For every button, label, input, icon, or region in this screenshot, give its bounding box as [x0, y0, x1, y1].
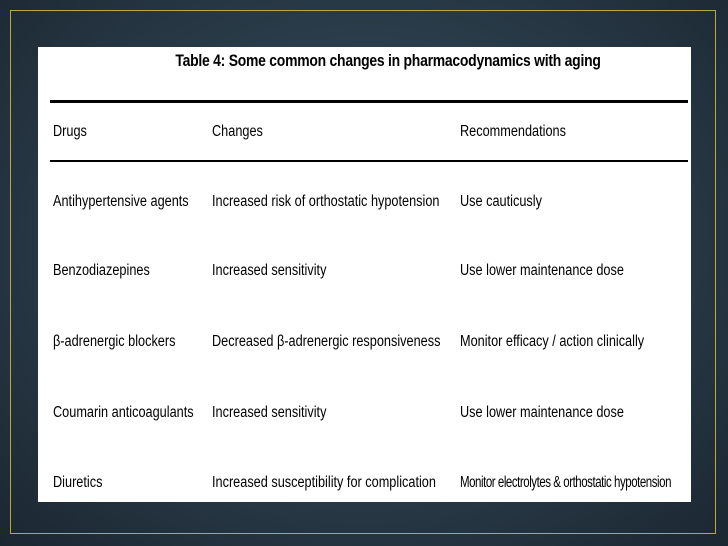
table-cell-drug: Diuretics — [53, 474, 103, 491]
table-cell-recommendation: Use lower maintenance dose — [460, 262, 624, 279]
table-cell-drug: Benzodiazepines — [53, 262, 150, 279]
table-cell-drug: Antihypertensive agents — [53, 193, 189, 210]
table-cell-change: Increased susceptibility for complication — [212, 474, 436, 491]
table-cell-recommendation: Use cauticusly — [460, 193, 542, 210]
table-cell-drug: β-adrenergic blockers — [53, 333, 176, 350]
table-cell-change: Increased risk of orthostatic hypotension — [212, 193, 440, 210]
table-cell-recommendation: Monitor electrolytes & orthostatic hypotension — [460, 474, 672, 491]
table-cell-recommendation: Monitor efficacy / action clinically — [460, 333, 645, 350]
table-slide — [38, 47, 691, 502]
table-cell-change: Decreased β-adrenergic responsiveness — [212, 333, 441, 350]
column-header-drugs: Drugs — [53, 123, 87, 140]
table-cell-change: Increased sensitivity — [212, 262, 327, 279]
column-header-changes: Changes — [212, 123, 263, 140]
column-header-recommendations: Recommendations — [460, 123, 566, 140]
table-cell-drug: Coumarin anticoagulants — [53, 404, 194, 421]
table-cell-change: Increased sensitivity — [212, 404, 327, 421]
top-rule — [50, 100, 688, 103]
table-cell-recommendation: Use lower maintenance dose — [460, 404, 624, 421]
table-title: Table 4: Some common changes in pharmacodynamics with aging — [175, 51, 601, 70]
header-rule — [50, 160, 688, 162]
